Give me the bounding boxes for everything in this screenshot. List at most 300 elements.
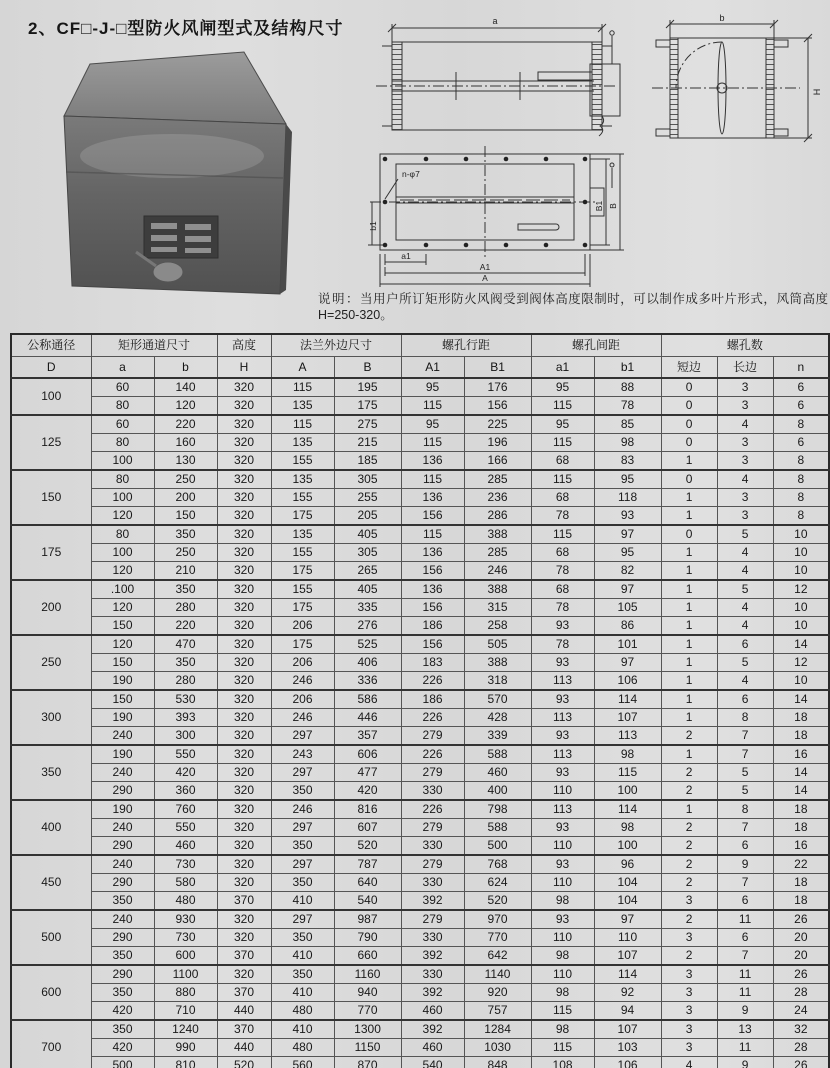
nominal-diameter-cell: 200: [11, 580, 91, 635]
table-cell: 730: [154, 929, 217, 947]
table-cell: 106: [594, 672, 661, 691]
table-cell: 2: [661, 947, 717, 966]
table-cell: 320: [217, 397, 271, 416]
table-cell: 176: [464, 378, 531, 397]
table-cell: 240: [91, 727, 154, 746]
table-cell: 250: [154, 470, 217, 489]
table-row: [11, 489, 829, 507]
table-cell: 586: [334, 690, 401, 709]
table-cell: 2: [661, 837, 717, 856]
table-cell: 350: [91, 984, 154, 1002]
table-cell: 8: [717, 800, 773, 819]
table-cell: 540: [401, 1057, 464, 1068]
table-cell: 136: [401, 452, 464, 471]
table-cell: 320: [217, 599, 271, 617]
table-cell: 1: [661, 654, 717, 672]
table-cell: 135: [271, 434, 334, 452]
table-cell: 206: [271, 690, 334, 709]
table-cell: 297: [271, 727, 334, 746]
table-cell: 446: [334, 709, 401, 727]
table-cell: 22: [773, 855, 829, 874]
table-cell: 4: [717, 599, 773, 617]
table-cell: 105: [594, 599, 661, 617]
table-cell: 100: [91, 489, 154, 507]
table-cell: 101: [594, 635, 661, 654]
table-cell: 195: [334, 378, 401, 397]
table-cell: 588: [464, 745, 531, 764]
dim-a1-label: a1: [401, 251, 411, 261]
table-cell: 770: [334, 1002, 401, 1021]
table-cell: 156: [464, 397, 531, 416]
table-cell: 320: [217, 452, 271, 471]
table-cell: 220: [154, 617, 217, 636]
table-cell: 1: [661, 580, 717, 599]
table-cell: 760: [154, 800, 217, 819]
table-cell: 26: [773, 965, 829, 984]
table-cell: 290: [91, 782, 154, 801]
table-row: [11, 892, 829, 911]
table-cell: 5: [717, 764, 773, 782]
column-sub-header: b: [154, 357, 217, 379]
table-cell: 114: [594, 690, 661, 709]
table-row: [11, 745, 829, 764]
table-cell: 226: [401, 800, 464, 819]
table-cell: 5: [717, 654, 773, 672]
table-cell: 156: [401, 599, 464, 617]
table-cell: 1: [661, 709, 717, 727]
column-group-header: 螺孔数: [661, 334, 829, 357]
table-row: [11, 984, 829, 1002]
table-cell: 68: [531, 580, 594, 599]
table-cell: 550: [154, 745, 217, 764]
table-cell: 0: [661, 415, 717, 434]
table-row: [11, 397, 829, 416]
table-cell: 320: [217, 672, 271, 691]
table-cell: 93: [531, 690, 594, 709]
table-cell: 1: [661, 507, 717, 526]
table-cell: 113: [594, 727, 661, 746]
table-cell: 460: [464, 764, 531, 782]
dim-B-label: B: [608, 203, 618, 209]
table-cell: 420: [91, 1002, 154, 1021]
table-cell: 190: [91, 672, 154, 691]
table-cell: 113: [531, 672, 594, 691]
table-cell: 460: [401, 1002, 464, 1021]
table-cell: 3: [661, 1039, 717, 1057]
table-cell: 285: [464, 470, 531, 489]
table-cell: 68: [531, 452, 594, 471]
table-cell: 940: [334, 984, 401, 1002]
table-cell: 4: [717, 672, 773, 691]
table-cell: 190: [91, 800, 154, 819]
table-row: [11, 727, 829, 746]
dim-A-label: A: [482, 273, 488, 283]
table-cell: 320: [217, 635, 271, 654]
table-cell: 118: [594, 489, 661, 507]
table-cell: 206: [271, 654, 334, 672]
table-cell: 440: [217, 1002, 271, 1021]
table-cell: 6: [717, 690, 773, 709]
table-cell: 7: [717, 745, 773, 764]
table-cell: 1: [661, 562, 717, 581]
table-cell: 290: [91, 874, 154, 892]
table-cell: 10: [773, 599, 829, 617]
table-cell: 95: [594, 544, 661, 562]
table-cell: 410: [271, 1020, 334, 1039]
table-cell: 190: [91, 745, 154, 764]
table-cell: 930: [154, 910, 217, 929]
table-cell: 175: [271, 562, 334, 581]
table-cell: 370: [217, 892, 271, 911]
table-cell: 300: [154, 727, 217, 746]
table-cell: 1100: [154, 965, 217, 984]
table-cell: 100: [594, 782, 661, 801]
table-cell: 98: [531, 1020, 594, 1039]
table-cell: 460: [154, 837, 217, 856]
table-cell: 1: [661, 489, 717, 507]
table-cell: 150: [91, 690, 154, 709]
note-text: 当用户所订矩形防火风阀受到阀体高度限制时，可以制作成多叶片形式，风筒高度H=250-320。: [318, 292, 828, 322]
table-cell: 95: [401, 415, 464, 434]
table-cell: 10: [773, 525, 829, 544]
table-cell: 297: [271, 855, 334, 874]
table-cell: 240: [91, 855, 154, 874]
product-photo: [52, 44, 322, 306]
table-cell: 175: [334, 397, 401, 416]
table-cell: 106: [594, 1057, 661, 1068]
table-cell: 14: [773, 764, 829, 782]
table-cell: 86: [594, 617, 661, 636]
table-cell: 848: [464, 1057, 531, 1068]
nominal-diameter-cell: 600: [11, 965, 91, 1020]
table-cell: 279: [401, 819, 464, 837]
table-cell: 115: [531, 525, 594, 544]
hole-spec-label: n-φ7: [402, 169, 420, 179]
table-cell: 120: [91, 599, 154, 617]
table-cell: 3: [661, 965, 717, 984]
table-cell: 350: [154, 525, 217, 544]
table-cell: 9: [717, 1002, 773, 1021]
table-cell: 279: [401, 764, 464, 782]
table-cell: 98: [531, 947, 594, 966]
dim-B1-label: B1: [594, 200, 604, 212]
table-cell: 210: [154, 562, 217, 581]
table-cell: 1150: [334, 1039, 401, 1057]
table-cell: 624: [464, 874, 531, 892]
table-cell: 10: [773, 562, 829, 581]
table-cell: 1: [661, 745, 717, 764]
table-cell: 107: [594, 709, 661, 727]
table-cell: 98: [531, 892, 594, 911]
table-cell: 320: [217, 800, 271, 819]
table-cell: 480: [271, 1002, 334, 1021]
nominal-diameter-cell: 300: [11, 690, 91, 745]
table-row: [11, 599, 829, 617]
table-row: [11, 874, 829, 892]
table-cell: 6: [717, 635, 773, 654]
column-group-header: 矩形通道尺寸: [91, 334, 217, 357]
table-cell: 642: [464, 947, 531, 966]
table-cell: 97: [594, 525, 661, 544]
table-cell: 150: [91, 617, 154, 636]
column-group-header: 螺孔间距: [531, 334, 661, 357]
table-cell: 136: [401, 489, 464, 507]
table-cell: 480: [154, 892, 217, 911]
table-cell: 98: [594, 819, 661, 837]
table-row: [11, 910, 829, 929]
table-cell: 8: [717, 709, 773, 727]
table-cell: 640: [334, 874, 401, 892]
table-cell: 240: [91, 819, 154, 837]
table-cell: 790: [334, 929, 401, 947]
table-row: [11, 800, 829, 819]
table-cell: 320: [217, 819, 271, 837]
note-paragraph: [318, 291, 828, 323]
page-title: 2、CF□-J-□型防火风闸型式及结构尺寸: [28, 19, 344, 38]
column-sub-header: a1: [531, 357, 594, 379]
table-cell: 246: [271, 709, 334, 727]
table-cell: 428: [464, 709, 531, 727]
table-cell: 3: [661, 929, 717, 947]
table-cell: 0: [661, 470, 717, 489]
table-cell: 3: [717, 378, 773, 397]
table-cell: 6: [717, 837, 773, 856]
table-cell: 115: [531, 397, 594, 416]
end-view-drawing: [632, 12, 828, 146]
table-cell: 20: [773, 929, 829, 947]
table-row: [11, 947, 829, 966]
table-cell: 110: [594, 929, 661, 947]
table-cell: .100: [91, 580, 154, 599]
table-cell: 357: [334, 727, 401, 746]
table-cell: 93: [531, 654, 594, 672]
table-cell: 140: [154, 378, 217, 397]
table-cell: 406: [334, 654, 401, 672]
nominal-diameter-cell: 175: [11, 525, 91, 580]
table-cell: 320: [217, 910, 271, 929]
table-row: [11, 1020, 829, 1039]
table-cell: 114: [594, 800, 661, 819]
table-cell: 3: [661, 984, 717, 1002]
table-cell: 6: [717, 929, 773, 947]
table-cell: 115: [401, 397, 464, 416]
table-cell: 107: [594, 947, 661, 966]
table-cell: 1030: [464, 1039, 531, 1057]
table-cell: 5: [717, 580, 773, 599]
table-cell: 0: [661, 397, 717, 416]
table-cell: 410: [271, 947, 334, 966]
table-cell: 7: [717, 947, 773, 966]
table-cell: 2: [661, 782, 717, 801]
table-cell: 480: [271, 1039, 334, 1057]
table-cell: 186: [401, 617, 464, 636]
table-cell: 330: [401, 837, 464, 856]
table-cell: 95: [531, 378, 594, 397]
table-cell: 350: [271, 874, 334, 892]
table-cell: 136: [401, 580, 464, 599]
table-row: [11, 452, 829, 471]
table-cell: 16: [773, 837, 829, 856]
table-cell: 320: [217, 929, 271, 947]
table-cell: 18: [773, 727, 829, 746]
table-cell: 16: [773, 745, 829, 764]
table-row: [11, 929, 829, 947]
table-cell: 350: [271, 929, 334, 947]
table-cell: 28: [773, 984, 829, 1002]
table-cell: 8: [773, 470, 829, 489]
table-cell: 18: [773, 874, 829, 892]
table-cell: 279: [401, 910, 464, 929]
table-cell: 320: [217, 562, 271, 581]
table-cell: 10: [773, 544, 829, 562]
table-row: [11, 562, 829, 581]
table-cell: 0: [661, 434, 717, 452]
table-cell: 26: [773, 910, 829, 929]
table-cell: 115: [401, 434, 464, 452]
table-cell: 246: [271, 672, 334, 691]
dim-A1-label: A1: [479, 262, 491, 272]
table-cell: 787: [334, 855, 401, 874]
table-cell: 350: [91, 947, 154, 966]
table-cell: 113: [531, 800, 594, 819]
table-cell: 280: [154, 599, 217, 617]
table-cell: 100: [91, 544, 154, 562]
table-row: [11, 965, 829, 984]
end-view-width-label: b: [719, 13, 725, 23]
table-cell: 305: [334, 470, 401, 489]
table-cell: 12: [773, 654, 829, 672]
table-cell: 93: [531, 910, 594, 929]
table-cell: 250: [154, 544, 217, 562]
table-cell: 392: [401, 892, 464, 911]
table-cell: 82: [594, 562, 661, 581]
table-cell: 136: [401, 544, 464, 562]
table-cell: 505: [464, 635, 531, 654]
table-cell: 115: [271, 378, 334, 397]
table-cell: 68: [531, 489, 594, 507]
table-cell: 215: [334, 434, 401, 452]
table-cell: 120: [91, 562, 154, 581]
table-cell: 97: [594, 654, 661, 672]
table-cell: 460: [401, 1039, 464, 1057]
table-cell: 297: [271, 910, 334, 929]
table-cell: 166: [464, 452, 531, 471]
table-cell: 104: [594, 892, 661, 911]
table-row: [11, 690, 829, 709]
table-cell: 660: [334, 947, 401, 966]
table-cell: 405: [334, 525, 401, 544]
table-cell: 392: [401, 1020, 464, 1039]
dim-b1-label: b1: [368, 221, 378, 231]
nominal-diameter-cell: 125: [11, 415, 91, 470]
table-row: [11, 855, 829, 874]
table-cell: 275: [334, 415, 401, 434]
table-cell: 95: [594, 470, 661, 489]
table-cell: 115: [531, 1039, 594, 1057]
table-cell: 320: [217, 764, 271, 782]
table-cell: 175: [271, 599, 334, 617]
table-cell: 810: [154, 1057, 217, 1068]
table-cell: 320: [217, 544, 271, 562]
table-row: [11, 635, 829, 654]
side-view-drawing: [370, 12, 622, 144]
table-cell: 80: [91, 397, 154, 416]
table-cell: 226: [401, 672, 464, 691]
table-cell: 103: [594, 1039, 661, 1057]
table-cell: 156: [401, 635, 464, 654]
table-cell: 290: [91, 929, 154, 947]
table-cell: 97: [594, 580, 661, 599]
nominal-diameter-cell: 100: [11, 378, 91, 415]
table-cell: 8: [773, 415, 829, 434]
table-cell: 93: [531, 727, 594, 746]
table-cell: 420: [334, 782, 401, 801]
table-cell: 405: [334, 580, 401, 599]
table-cell: 477: [334, 764, 401, 782]
table-cell: 11: [717, 1039, 773, 1057]
table-row: [11, 525, 829, 544]
photo-sheen: [80, 134, 264, 178]
table-row: [11, 378, 829, 397]
table-cell: 0: [661, 525, 717, 544]
table-cell: 279: [401, 727, 464, 746]
table-cell: 3: [717, 452, 773, 471]
table-cell: 14: [773, 782, 829, 801]
table-cell: 6: [773, 378, 829, 397]
table-cell: 3: [717, 507, 773, 526]
table-cell: 710: [154, 1002, 217, 1021]
table-cell: 104: [594, 874, 661, 892]
table-cell: 95: [531, 415, 594, 434]
table-cell: 570: [464, 690, 531, 709]
table-cell: 5: [717, 525, 773, 544]
table-cell: 1284: [464, 1020, 531, 1039]
table-cell: 3: [717, 434, 773, 452]
table-cell: 2: [661, 910, 717, 929]
table-cell: 392: [401, 947, 464, 966]
column-group-header: 螺孔行距: [401, 334, 531, 357]
table-cell: 320: [217, 434, 271, 452]
column-group-header: 公称通径: [11, 334, 91, 357]
table-cell: 258: [464, 617, 531, 636]
table-cell: 115: [531, 434, 594, 452]
table-cell: 768: [464, 855, 531, 874]
table-row: [11, 764, 829, 782]
table-cell: 297: [271, 819, 334, 837]
table-cell: 175: [271, 635, 334, 654]
table-cell: 350: [271, 965, 334, 984]
table-cell: 1: [661, 544, 717, 562]
table-cell: 98: [531, 984, 594, 1002]
table-cell: 470: [154, 635, 217, 654]
table-cell: 320: [217, 690, 271, 709]
table-cell: 100: [594, 837, 661, 856]
table-cell: 78: [531, 562, 594, 581]
table-cell: 196: [464, 434, 531, 452]
table-cell: 2: [661, 819, 717, 837]
table-cell: 108: [531, 1057, 594, 1068]
table-cell: 12: [773, 580, 829, 599]
end-view-height-label: H: [812, 88, 822, 96]
table-cell: 1: [661, 672, 717, 691]
table-cell: 97: [594, 910, 661, 929]
table-cell: 156: [401, 507, 464, 526]
table-cell: 220: [154, 415, 217, 434]
table-cell: 32: [773, 1020, 829, 1039]
table-cell: 1160: [334, 965, 401, 984]
nominal-diameter-cell: 500: [11, 910, 91, 965]
table-cell: 520: [217, 1057, 271, 1068]
